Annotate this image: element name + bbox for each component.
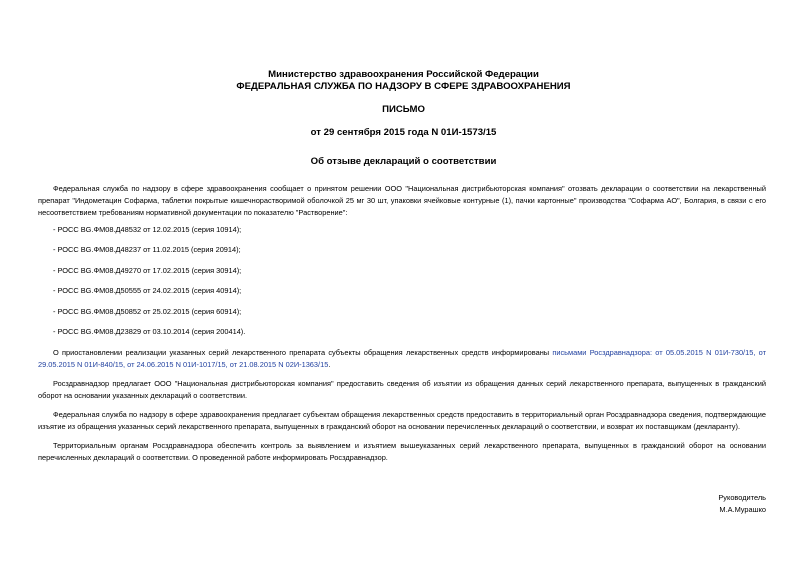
- company-paragraph: Росздравнадзор предлагает ООО "Национальная дистрибьюторская компания" предоставить сведения об изъятии из обращения данных серий лекарственного препарата, выпущенных в гражданский оборот на основании указанных деклараций о соответствии.: [38, 379, 766, 400]
- declaration-item: - РОСС BG.ФМ08.Д48532 от 12.02.2015 (серия 10914);: [53, 225, 242, 234]
- document-date: от 29 сентября 2015 года N 01И-1573/15: [310, 127, 497, 138]
- roszdravnadzor-letters-link[interactable]: письмами Росздравнадзора: от 05.05.2015 N 01И-730/15, от 29.05.2015 N 01И-840/15, от 24.06.2015 N 01И-1017/15, от 21.08.2015 N 02И-1363/15: [38, 348, 766, 369]
- service-heading: ФЕДЕРАЛЬНАЯ СЛУЖБА ПО НАДЗОРУ В СФЕРЕ ЗДРАВООХРАНЕНИЯ: [236, 81, 571, 92]
- document-subject: Об отзыве деклараций о соответствии: [310, 156, 497, 167]
- suspension-suffix: .: [328, 360, 331, 369]
- territorial-paragraph: Территориальным органам Росздравнадзора обеспечить контроль за выявлением и изъятием вышеуказанных серий лекарственного препарата, выпущенных в гражданский оборот на основании перечисленных деклараций о соответствии. О проведенной работе информировать Росздравнадзор.: [38, 441, 766, 462]
- signature-name: М.А.Мурашко: [719, 505, 766, 514]
- declaration-item: - РОСС BG.ФМ08.Д49270 от 17.02.2015 (серия 30914);: [53, 266, 242, 275]
- subjects-paragraph: Федеральная служба по надзору в сфере здравоохранения предлагает субъектам обращения лекарственных средств предоставить в территориальный орган Росздравнадзора сведения, подтверждающие изъятие из обращения указанных серий лекарственного препарата, выпущенных в гражданский оборот на основании перечисленных деклараций о соответствии, и возврат их поставщикам (декларанту).: [38, 410, 766, 431]
- signature-title: Руководитель: [718, 493, 766, 502]
- ministry-heading: Министерство здравоохранения Российской Федерации: [268, 69, 539, 80]
- declaration-item: - РОСС BG.ФМ08.Д50852 от 25.02.2015 (серия 60914);: [53, 307, 242, 316]
- declaration-item: - РОСС BG.ФМ08.Д48237 от 11.02.2015 (серия 20914);: [53, 245, 241, 254]
- declaration-item: - РОСС BG.ФМ08.Д50555 от 24.02.2015 (серия 40914);: [53, 286, 242, 295]
- suspension-text: О приостановлении реализации указанных серий лекарственного препарата субъекты обращения лекарственных средств информированы: [53, 348, 553, 357]
- document-type: ПИСЬМО: [382, 104, 425, 115]
- intro-paragraph: Федеральная служба по надзору в сфере здравоохранения сообщает о принятом решении ООО "Национальная дистрибьюторская компания" отозвать декларации о соответствии на лекарственный препарат "Индометацин Софарма, таблетки покрытые кишечнорастворимой оболочкой 25 мг 30 шт, упаковки ячейковые контурные (1), пачки картонные" производства "Софарма АО", Болгария, в связи с его несоответствием требованиям нормативной документации по показателю "Растворение":: [38, 184, 766, 217]
- declaration-item: - РОСС BG.ФМ08.Д23829 от 03.10.2014 (серия 200414).: [53, 327, 246, 336]
- suspension-paragraph: [38, 347, 766, 371]
